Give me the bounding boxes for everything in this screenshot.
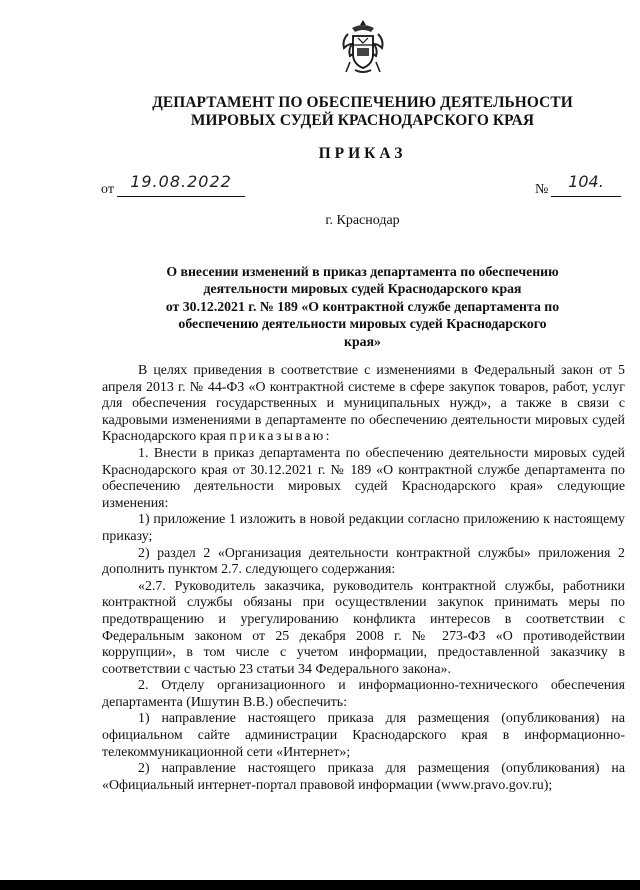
paragraph-2-item-2: 2) направление настоящего приказа для размещения (опубликования) на «Официальный интернет-портал правовой информации (www.pravo.gov.ru); [102,761,625,793]
paragraph-2-item-1: 1) направление настоящего приказа для размещения (опубликования) на официальном сайте администрации Краснодарского края в информационно-телекоммуникационной сети «Интернет»; [102,711,625,760]
order-body [102,363,625,794]
department-title-line1: ДЕПАРТАМЕНТ ПО ОБЕСПЕЧЕНИЮ ДЕЯТЕЛЬНОСТИ [152,94,573,111]
paragraph-1-quote: «2.7. Руководитель заказчика, руководитель контрактной службы, работники контрактной службы обязаны при осуществлении закупок принимать меры по предотвращению и урегулированию конфликта интересов в соответствии с Федеральным законом от 25 декабря 2008 г. № 273-ФЗ «О противодействии коррупции», в том числе с учетом информации, предоставленной заказчику в соответствии с частью 23 статьи 34 Федерального закона». [102,578,625,677]
order-subject [110,263,615,350]
subject-line5: края» [344,333,381,349]
subject-line2: деятельности мировых судей Краснодарского края [203,281,522,297]
scan-bottom-border [0,880,640,890]
subject-line4: обеспечению деятельности мировых судей Краснодарского [178,316,547,332]
intro-paragraph [102,363,625,446]
city-label: г. Краснодар [325,213,400,228]
number-prefix-label: № [535,182,549,197]
department-title [100,94,625,130]
subject-line1: О внесении изменений в приказ департамента по обеспечению [166,264,559,279]
intro-text: В целях приведения в соответствие с изменениями в Федеральный закон от 5 апреля 2013 г. № 44-ФЗ «О контрактной системе в сфере закупок товаров, работ, услуг для обеспечения государственных и муниципальных нужд», а также в связи с кадровыми изменениями в департаменте по обеспечению деятельности мировых судей Краснодарского края [102,363,625,445]
subject-line3: от 30.12.2021 г. № 189 «О контрактной службе департамента по [165,298,560,314]
order-number-handwritten: 104. [551,172,621,197]
coat-of-arms-icon [338,18,388,78]
department-title-line2: МИРОВЫХ СУДЕЙ КРАСНОДАРСКОГО КРАЯ [190,112,535,129]
paragraph-1-item-1: 1) приложение 1 изложить в новой редакции согласно приложению к настоящему приказу; [102,512,625,544]
paragraph-1: 1. Внести в приказ департамента по обеспечению деятельности мировых судей Краснодарского края от 30.12.2021 г. № 189 «О контрактной службе департамента по обеспечению деятельности мировых судей Краснодарского края» следующие изменения: [102,445,625,511]
paragraph-1-item-2: 2) раздел 2 «Организация деятельности контрактной службы» приложения 2 дополнить пунктом 2.7. следующего содержания: [102,545,625,578]
document-type-title: ПРИКАЗ [318,145,407,162]
order-date-number-row [101,172,621,202]
date-prefix-label: от [101,182,114,197]
order-date-handwritten: 19.08.2022 [117,172,245,197]
paragraph-2: 2. Отделу организационного и информационно-технического обеспечения департамента (Ишутин В.В.) обеспечить: [102,678,625,710]
order-word: приказываю: [229,429,332,445]
